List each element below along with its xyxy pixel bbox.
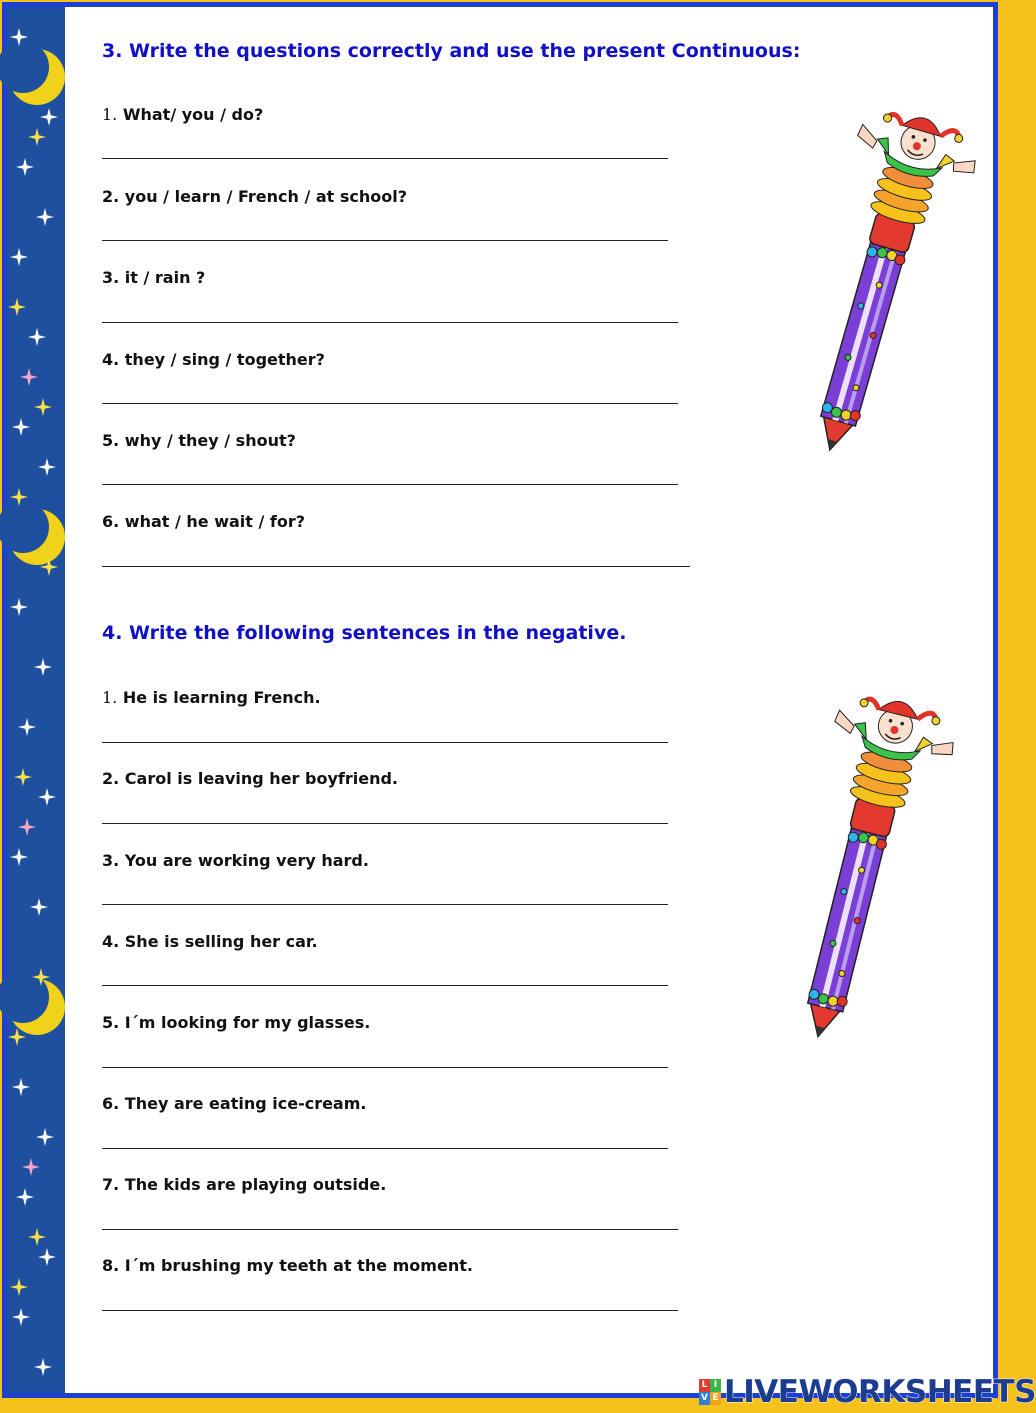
liveworksheets-logo: LIVEWORKSHEETS [724, 1374, 1036, 1410]
item-number: 1. [102, 105, 118, 124]
answer-field[interactable] [102, 1148, 668, 1149]
answer-field[interactable] [102, 742, 668, 743]
clown-pencil-icon [782, 680, 942, 1045]
sentence-item: 6. They are eating ice-cream. [102, 1094, 367, 1113]
question-item: 3. it / rain ? [102, 268, 206, 287]
sentence-item: 2. Carol is leaving her boyfriend. [102, 769, 398, 788]
question-item: 4. they / sing / together? [102, 350, 325, 369]
answer-field[interactable] [102, 1067, 668, 1068]
item-prompt: What/ you / do? [122, 105, 264, 124]
badge-letter: I [710, 1379, 721, 1392]
clown-pencil-icon [800, 95, 960, 460]
question-item: 6. what / he wait / for? [102, 512, 306, 531]
section-3-heading: 3. Write the questions correctly and use the present Continuous: [102, 40, 801, 62]
moon-icon [0, 501, 65, 565]
sentence-item: 4. She is selling her car. [102, 932, 318, 951]
item-number: 1. [102, 688, 118, 707]
answer-field[interactable] [102, 403, 678, 404]
badge-letter: V [699, 1392, 710, 1405]
answer-field[interactable] [102, 823, 668, 824]
sentence-item: 8. I´m brushing my teeth at the moment. [102, 1256, 473, 1275]
question-item: 5. why / they / shout? [102, 431, 296, 450]
moon-icon [0, 971, 65, 1035]
section-4-heading: 4. Write the following sentences in the negative. [102, 622, 627, 644]
answer-field[interactable] [102, 985, 668, 986]
moon-and-stars-decoration [7, 7, 65, 1393]
answer-field[interactable] [102, 240, 668, 241]
item-prompt: He is learning French. [122, 688, 321, 707]
badge-letter: E [710, 1392, 721, 1405]
question-item [102, 105, 263, 124]
answer-field[interactable] [102, 566, 690, 567]
liveworksheets-badge-icon [699, 1379, 721, 1405]
answer-field[interactable] [102, 158, 668, 159]
sentence-item: 7. The kids are playing outside. [102, 1175, 387, 1194]
badge-letter: L [699, 1379, 710, 1392]
answer-field[interactable] [102, 1310, 678, 1311]
night-sky-strip [7, 7, 65, 1393]
answer-field[interactable] [102, 904, 668, 905]
sentence-item [102, 688, 321, 707]
sentence-item: 3. You are working very hard. [102, 851, 369, 870]
answer-field[interactable] [102, 484, 678, 485]
moon-icon [0, 41, 65, 105]
answer-field[interactable] [102, 1229, 678, 1230]
answer-field[interactable] [102, 322, 678, 323]
sentence-item: 5. I´m looking for my glasses. [102, 1013, 371, 1032]
question-item: 2. you / learn / French / at school? [102, 187, 408, 206]
